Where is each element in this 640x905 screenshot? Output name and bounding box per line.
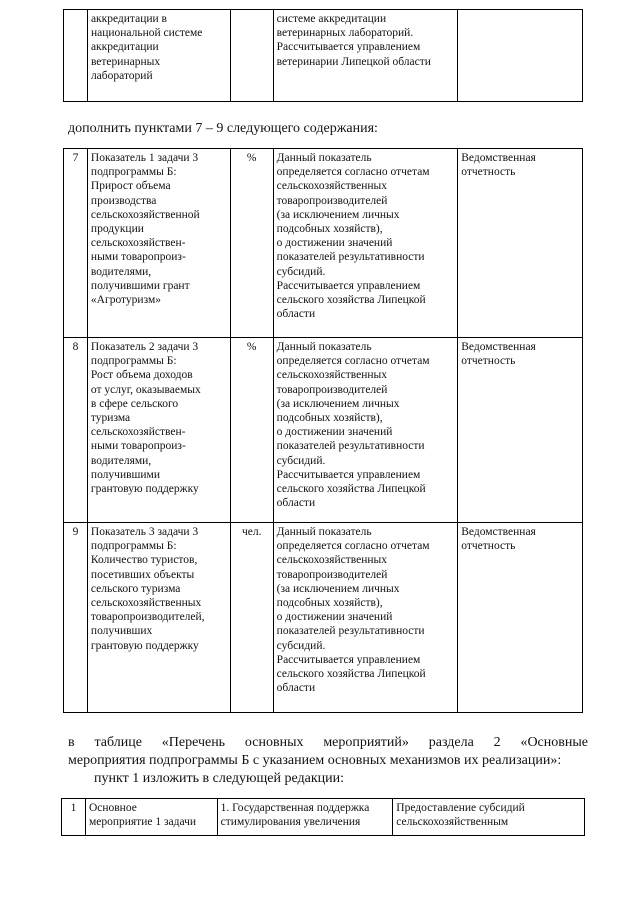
indicator-name: Показатель 2 задачи 3 подпрограммы Б: Рост объема доходов от услуг, оказываемых в сфере сельского туризма сельскохозяйствен- ными товаропроиз- водителями, получившими грантовую поддержку: [87, 338, 230, 523]
paragraph-line-2: мероприятия подпрограммы Б с указанием основных механизмов их реализации»:: [68, 753, 562, 768]
indicator-name: Показатель 1 задачи 3 подпрограммы Б: Прирост объема производства сельскохозяйственной продукции сельскохозяйствен- ными товаропроиз- водителями, получившими грант «Агротуризм»: [87, 149, 230, 338]
word: 2: [493, 735, 501, 750]
word: «Перечень: [161, 735, 226, 750]
table-row: [64, 338, 583, 523]
activity-mechanism: Предоставление субсидий сельскохозяйственным: [393, 799, 585, 836]
indicator-unit: чел.: [230, 523, 273, 713]
table-cell-number: [64, 10, 88, 102]
indicator-unit: %: [230, 149, 273, 338]
word: мероприятий»: [323, 735, 409, 750]
word: раздела: [428, 735, 474, 750]
activity-description: 1. Государственная поддержка стимулирования увеличения: [217, 799, 393, 836]
activity-number: 1: [62, 799, 86, 836]
table-cell-indicator-name: аккредитации в национальной системе аккредитации ветеринарных лабораторий: [87, 10, 230, 102]
indicator-name: Показатель 3 задачи 3 подпрограммы Б: Количество туристов, посетивших объекты сельского туризма сельскохозяйственных товаропроизводителей, получивших грантовую поддержку: [87, 523, 230, 713]
table-row: [62, 799, 585, 836]
indicator-unit: %: [230, 338, 273, 523]
table-row: [64, 10, 583, 102]
indicator-source: Ведомственная отчетность: [458, 338, 583, 523]
indicator-number: 8: [64, 338, 88, 523]
paragraph-line-3: пункт 1 изложить в следующей редакции:: [94, 771, 344, 786]
table-cell-unit: [230, 10, 273, 102]
word: основных: [244, 735, 304, 750]
table-row: [64, 523, 583, 713]
indicator-source: Ведомственная отчетность: [458, 149, 583, 338]
table-cell-method: системе аккредитации ветеринарных лабораторий. Рассчитывается управлением ветеринарии Липецкой области: [273, 10, 458, 102]
indicator-method: Данный показатель определяется согласно отчетам сельскохозяйственных товаропроизводителей (за исключением личных подсобных хозяйств), о достижении значений показателей результативности субсидий. Рассчитывается управлением сельского хозяйства Липецкой области: [273, 338, 458, 523]
indicator-number: 9: [64, 523, 88, 713]
word: «Основные: [520, 735, 588, 750]
table-continuation: [63, 9, 583, 102]
indicator-number: 7: [64, 149, 88, 338]
table-row: [64, 149, 583, 338]
indicator-method: Данный показатель определяется согласно отчетам сельскохозяйственных товаропроизводителей (за исключением личных подсобных хозяйств), о достижении значений показателей результативности субсидий. Рассчитывается управлением сельского хозяйства Липецкой области: [273, 149, 458, 338]
activity-name: Основное мероприятие 1 задачи: [85, 799, 217, 836]
activities-table: [61, 798, 585, 836]
intro-paragraph: дополнить пунктами 7 – 9 следующего содержания:: [68, 121, 378, 136]
indicator-method: Данный показатель определяется согласно отчетам сельскохозяйственных товаропроизводителей (за исключением личных подсобных хозяйств), о достижении значений показателей результативности субсидий. Рассчитывается управлением сельского хозяйства Липецкой области: [273, 523, 458, 713]
indicators-table: [63, 148, 583, 713]
paragraph-line-1: [68, 734, 588, 751]
table-cell-source: [458, 10, 583, 102]
word: таблице: [94, 735, 142, 750]
word: в: [68, 735, 75, 750]
indicator-source: Ведомственная отчетность: [458, 523, 583, 713]
